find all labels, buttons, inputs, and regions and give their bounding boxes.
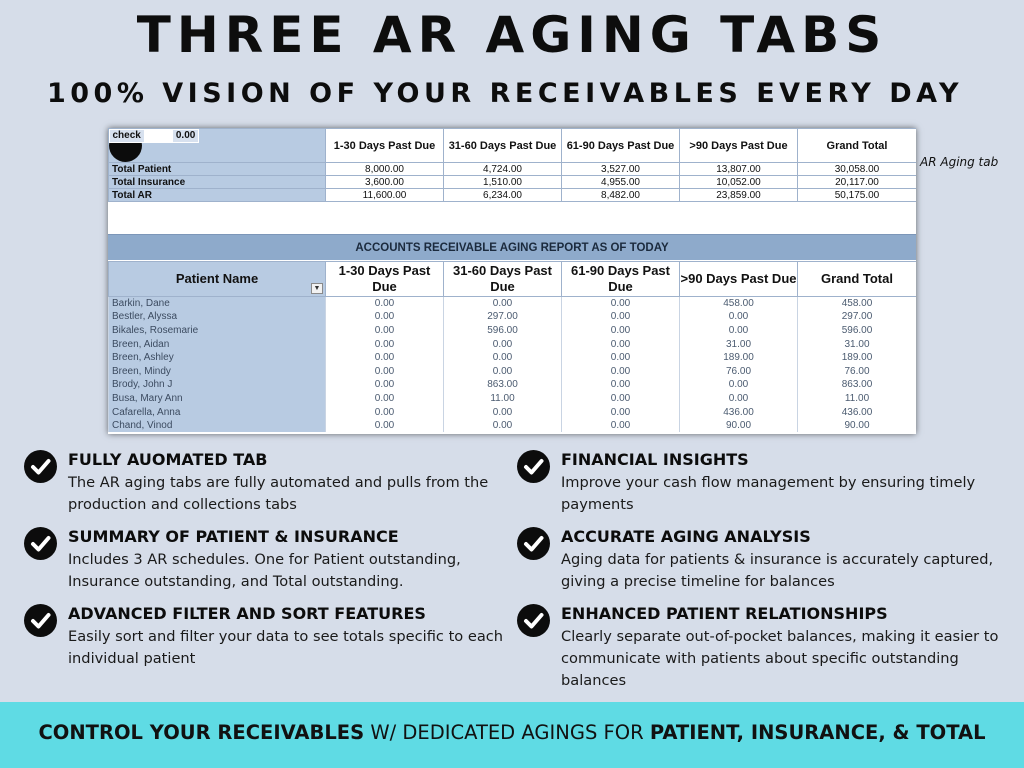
- aging-value-cell: 863.00: [444, 378, 562, 392]
- summary-cell: [151, 129, 158, 142]
- aging-value-cell: 90.00: [680, 419, 798, 433]
- aging-value-cell: 11.00: [798, 392, 917, 406]
- aging-value-cell: 0.00: [562, 405, 680, 419]
- table-row: [109, 405, 917, 419]
- summary-row-label: Total Insurance: [109, 176, 326, 189]
- summary-header-row: [109, 129, 917, 163]
- aging-value-cell: 0.00: [326, 351, 444, 365]
- feature-description: The AR aging tabs are fully automated and pulls from the production and collections tabs: [68, 474, 489, 513]
- table-row: [109, 419, 917, 433]
- summary-table: [108, 128, 916, 202]
- aging-value-cell: 0.00: [562, 324, 680, 338]
- patient-name-cell: Breen, Ashley: [109, 351, 326, 365]
- summary-cell: [165, 129, 172, 142]
- report-header-cell[interactable]: >90 Days Past Due: [680, 262, 798, 297]
- summary-row-insurance: [109, 176, 917, 189]
- aging-value-cell: 0.00: [326, 392, 444, 406]
- aging-value-cell: 0.00: [326, 310, 444, 324]
- patient-name-cell: Brody, John J: [109, 378, 326, 392]
- report-title: ACCOUNTS RECEIVABLE AGING REPORT AS OF TODAY: [108, 234, 916, 260]
- table-row: [109, 324, 917, 338]
- summary-row-label: Total Patient: [109, 163, 326, 176]
- aging-report-table: [108, 261, 916, 432]
- summary-row-total: [109, 189, 917, 202]
- summary-cell: 4,955.00: [562, 176, 680, 189]
- patient-name-cell: Cafarella, Anna: [109, 405, 326, 419]
- summary-header-cell: 61-90 Days Past Due: [562, 129, 680, 163]
- aging-value-cell: 436.00: [680, 405, 798, 419]
- aging-value-cell: 0.00: [680, 324, 798, 338]
- checkmark-icon: [517, 527, 550, 560]
- filter-dropdown-icon[interactable]: ▼: [311, 283, 323, 294]
- footer-strong-1: CONTROL YOUR RECEIVABLES: [38, 721, 365, 744]
- aging-value-cell: 189.00: [680, 351, 798, 365]
- patient-name-cell: Bestler, Alyssa: [109, 310, 326, 324]
- aging-value-cell: 0.00: [562, 392, 680, 406]
- aging-value-cell: 458.00: [680, 297, 798, 311]
- report-header-cell[interactable]: 1-30 Days Past Due: [326, 262, 444, 297]
- patient-name-cell: Chand, Vinod: [109, 419, 326, 433]
- sheet-gap: [108, 220, 916, 234]
- aging-value-cell: 76.00: [798, 364, 917, 378]
- aging-value-cell: 0.00: [562, 337, 680, 351]
- page-title: THREE AR AGING TABS: [136, 6, 888, 64]
- checkmark-icon: [517, 450, 550, 483]
- summary-cell: 3,600.00: [326, 176, 444, 189]
- checkmark-icon: [24, 450, 57, 483]
- summary-cell: 3,527.00: [562, 163, 680, 176]
- report-header-cell[interactable]: 61-90 Days Past Due: [562, 262, 680, 297]
- checkmark-icon: [517, 604, 550, 637]
- summary-cell: 50,175.00: [798, 189, 917, 202]
- aging-value-cell: 11.00: [444, 392, 562, 406]
- aging-value-cell: 436.00: [798, 405, 917, 419]
- ar-aging-tab-note: AR Aging tab: [920, 155, 999, 169]
- table-row: [109, 364, 917, 378]
- summary-row-patient: [109, 163, 917, 176]
- summary-row-label: Total AR: [109, 189, 326, 202]
- aging-value-cell: 189.00: [798, 351, 917, 365]
- aging-value-cell: 90.00: [798, 419, 917, 433]
- aging-value-cell: 0.00: [326, 364, 444, 378]
- aging-value-cell: 0.00: [444, 351, 562, 365]
- feature-description: Aging data for patients & insurance is accurately captured, giving a precise timeline for balances: [561, 551, 994, 590]
- patient-name-header: [109, 262, 326, 297]
- aging-value-cell: 0.00: [326, 297, 444, 311]
- aging-value-cell: 0.00: [562, 351, 680, 365]
- aging-value-cell: 0.00: [326, 378, 444, 392]
- table-row: [109, 297, 917, 311]
- aging-value-cell: 0.00: [444, 364, 562, 378]
- summary-cell: 30,058.00: [798, 163, 917, 176]
- aging-value-cell: 863.00: [798, 378, 917, 392]
- table-row: [109, 310, 917, 324]
- aging-value-cell: 0.00: [326, 419, 444, 433]
- checkmark-icon: [24, 604, 57, 637]
- feature-description: Clearly separate out-of-pocket balances, making it easier to communicate with patients about specific outstanding balances: [561, 628, 999, 689]
- feature-description: Includes 3 AR schedules. One for Patient outstanding, Insurance outstanding, and Total outstanding.: [68, 551, 461, 590]
- aging-value-cell: 0.00: [444, 297, 562, 311]
- aging-value-cell: 458.00: [798, 297, 917, 311]
- feature-title: SUMMARY OF PATIENT & INSURANCE: [68, 527, 399, 546]
- summary-header-cell: >90 Days Past Due: [680, 129, 798, 163]
- report-header-cell[interactable]: 31-60 Days Past Due: [444, 262, 562, 297]
- table-row: [109, 378, 917, 392]
- aging-value-cell: 76.00: [680, 364, 798, 378]
- aging-value-cell: 0.00: [680, 310, 798, 324]
- summary-cell: 4,724.00: [444, 163, 562, 176]
- feature-title: ADVANCED FILTER AND SORT FEATURES: [68, 604, 426, 623]
- aging-value-cell: 0.00: [326, 337, 444, 351]
- summary-cell: 8,482.00: [562, 189, 680, 202]
- feature-title: ACCURATE AGING ANALYSIS: [561, 527, 811, 546]
- summary-header-cell: 1-30 Days Past Due: [326, 129, 444, 163]
- patient-name-cell: Busa, Mary Ann: [109, 392, 326, 406]
- spreadsheet-preview: [108, 128, 916, 434]
- patient-name-cell: Barkin, Dane: [109, 297, 326, 311]
- aging-value-cell: 31.00: [680, 337, 798, 351]
- aging-value-cell: 596.00: [798, 324, 917, 338]
- table-row: [109, 337, 917, 351]
- feature-title: FULLY AUOMATED TAB: [68, 450, 268, 469]
- aging-value-cell: 0.00: [444, 419, 562, 433]
- report-header-row: [109, 262, 917, 297]
- footer-middle: W/ DEDICATED AGINGS FOR: [364, 721, 650, 744]
- summary-cell: 8,000.00: [326, 163, 444, 176]
- aging-value-cell: 0.00: [562, 419, 680, 433]
- summary-cell: 20,117.00: [798, 176, 917, 189]
- summary-cell: [158, 129, 165, 142]
- aging-value-cell: 596.00: [444, 324, 562, 338]
- aging-value-cell: 0.00: [562, 378, 680, 392]
- footer-strong-2: PATIENT, INSURANCE, & TOTAL: [649, 721, 986, 744]
- summary-header-cell: Grand Total: [798, 129, 917, 163]
- aging-value-cell: 0.00: [444, 405, 562, 419]
- feature-description: Easily sort and filter your data to see totals specific to each individual patient: [68, 628, 504, 667]
- aging-value-cell: 0.00: [562, 297, 680, 311]
- patient-name-header-label: Patient Name: [175, 271, 259, 286]
- table-row: [109, 392, 917, 406]
- summary-cell: 23,859.00: [680, 189, 798, 202]
- patient-name-cell: Breen, Mindy: [109, 364, 326, 378]
- aging-value-cell: 31.00: [798, 337, 917, 351]
- aging-value-cell: 0.00: [562, 364, 680, 378]
- report-body: [109, 297, 917, 433]
- summary-header-cell: 31-60 Days Past Due: [444, 129, 562, 163]
- aging-value-cell: 0.00: [326, 405, 444, 419]
- aging-value-cell: 0.00: [326, 324, 444, 338]
- feature-title: FINANCIAL INSIGHTS: [561, 450, 749, 469]
- aging-value-cell: 0.00: [444, 337, 562, 351]
- feature-title: ENHANCED PATIENT RELATIONSHIPS: [561, 604, 888, 623]
- check-label: check: [109, 129, 144, 142]
- summary-cell: 11,600.00: [326, 189, 444, 202]
- summary-cell: 13,807.00: [680, 163, 798, 176]
- patient-name-cell: Breen, Aidan: [109, 337, 326, 351]
- aging-value-cell: 0.00: [680, 378, 798, 392]
- patient-name-cell: Bikales, Rosemarie: [109, 324, 326, 338]
- page-subtitle: 100% VISION OF YOUR RECEIVABLES EVERY DAY: [46, 78, 964, 109]
- footer-banner: [0, 702, 1024, 768]
- summary-cell: 6,234.00: [444, 189, 562, 202]
- aging-value-cell: 0.00: [562, 310, 680, 324]
- check-value: 0.00: [172, 129, 198, 142]
- summary-row-check: [109, 129, 142, 162]
- summary-cell: 1,510.00: [444, 176, 562, 189]
- checkmark-icon: [24, 527, 57, 560]
- aging-value-cell: 297.00: [798, 310, 917, 324]
- feature-description: Improve your cash flow management by ensuring timely payments: [561, 474, 976, 513]
- aging-value-cell: 0.00: [680, 392, 798, 406]
- summary-cell: [144, 129, 151, 142]
- aging-value-cell: 297.00: [444, 310, 562, 324]
- report-header-cell[interactable]: Grand Total: [798, 262, 917, 297]
- table-row: [109, 351, 917, 365]
- summary-cell: 10,052.00: [680, 176, 798, 189]
